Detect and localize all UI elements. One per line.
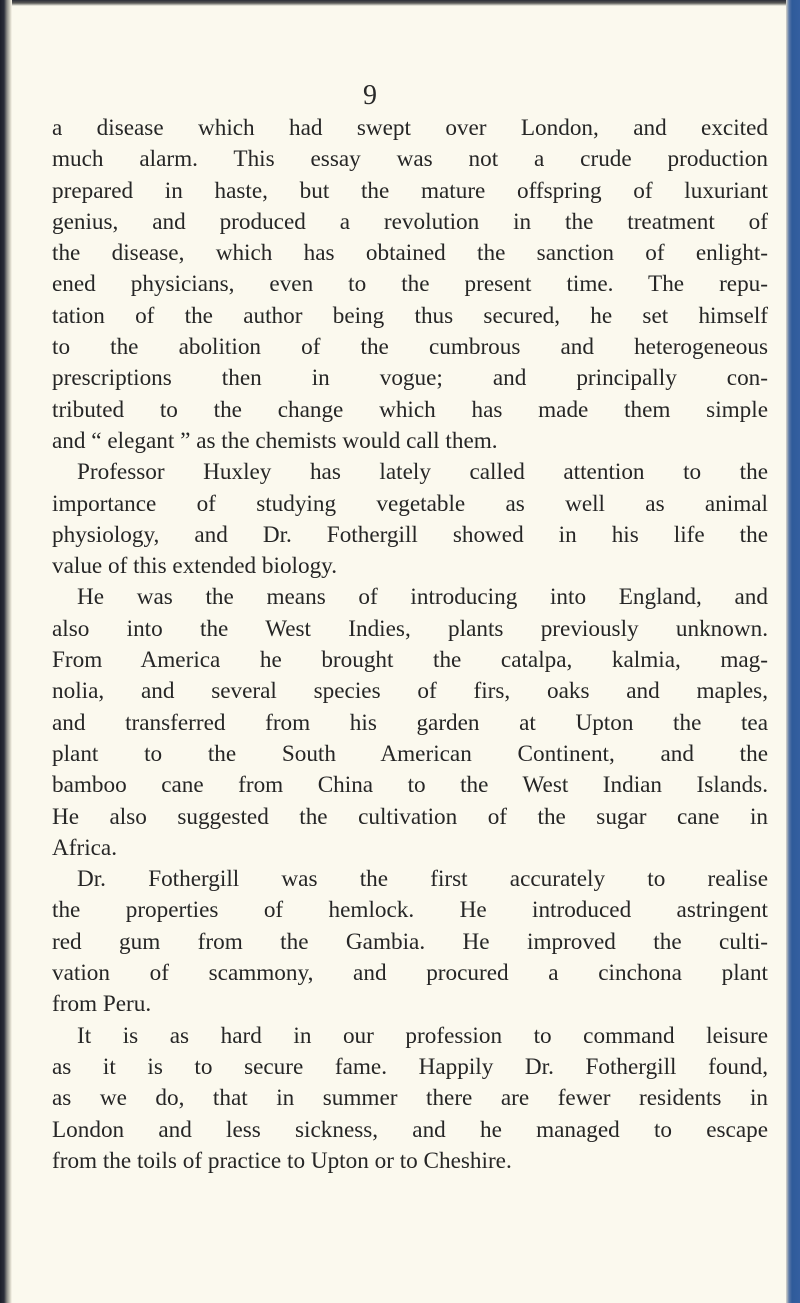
- text-line: much alarm. This essay was not a crude production: [52, 146, 768, 173]
- text-line: red gum from the Gambia. He improved the culti-: [52, 928, 768, 955]
- text-line: also into the West Indies, plants previously unknown.: [52, 615, 768, 642]
- text-line: tributed to the change which has made them simple: [52, 396, 768, 423]
- text-line: the disease, which has obtained the sanction of enlight-: [52, 240, 768, 267]
- text-line: plant to the South American Continent, and the: [52, 740, 768, 767]
- text-line: Professor Huxley has lately called attention to the: [77, 459, 768, 486]
- text-line: vation of scammony, and procured a cinchona plant: [52, 960, 768, 987]
- text-line: physiology, and Dr. Fothergill showed in his life the: [52, 521, 768, 548]
- text-line: He was the means of introducing into England, and: [77, 584, 768, 611]
- page-number: 9: [363, 80, 377, 111]
- text-line: From America he brought the catalpa, kalmia, mag-: [52, 647, 768, 674]
- text-line: bamboo cane from China to the West Indian Islands.: [52, 772, 768, 799]
- text-line: importance of studying vegetable as well as animal: [52, 490, 768, 517]
- body-text: [52, 113, 768, 1177]
- text-line: nolia, and several species of firs, oaks and maples,: [52, 678, 768, 705]
- page-top-edge: [0, 0, 800, 6]
- text-line: prescriptions then in vogue; and principally con-: [52, 365, 768, 392]
- text-line: London and less sickness, and he managed to escape: [52, 1116, 768, 1143]
- text-line: tation of the author being thus secured, he set himself: [52, 302, 768, 329]
- text-line: to the abolition of the cumbrous and heterogeneous: [52, 334, 768, 361]
- text-line: a disease which had swept over London, and excited: [52, 115, 768, 141]
- text-line: and “ elegant ” as the chemists would call them.: [52, 427, 498, 454]
- text-line: as it is to secure fame. Happily Dr. Fothergill found,: [52, 1053, 768, 1080]
- text-line: as we do, that in summer there are fewer residents in: [52, 1085, 768, 1112]
- text-line: prepared in haste, but the mature offspring of luxuriant: [52, 177, 768, 204]
- text-line: It is as hard in our profession to command leisure: [77, 1022, 768, 1049]
- text-line: value of this extended biology.: [52, 553, 338, 580]
- text-line: ened physicians, even to the present time. The repu-: [52, 271, 768, 298]
- text-line: He also suggested the cultivation of the sugar cane in: [52, 803, 768, 830]
- text-line: the properties of hemlock. He introduced astringent: [52, 897, 768, 924]
- text-line: from the toils of practice to Upton or to Cheshire.: [52, 1147, 512, 1174]
- text-line: and transferred from his garden at Upton the tea: [52, 709, 768, 736]
- book-binding-edge: [786, 0, 800, 1303]
- text-line: genius, and produced a revolution in the treatment of: [52, 208, 768, 235]
- text-line: Africa.: [52, 834, 118, 861]
- text-line: from Peru.: [52, 991, 152, 1018]
- text-line: Dr. Fothergill was the first accurately to realise: [77, 866, 768, 893]
- page-left-edge: [0, 0, 12, 1303]
